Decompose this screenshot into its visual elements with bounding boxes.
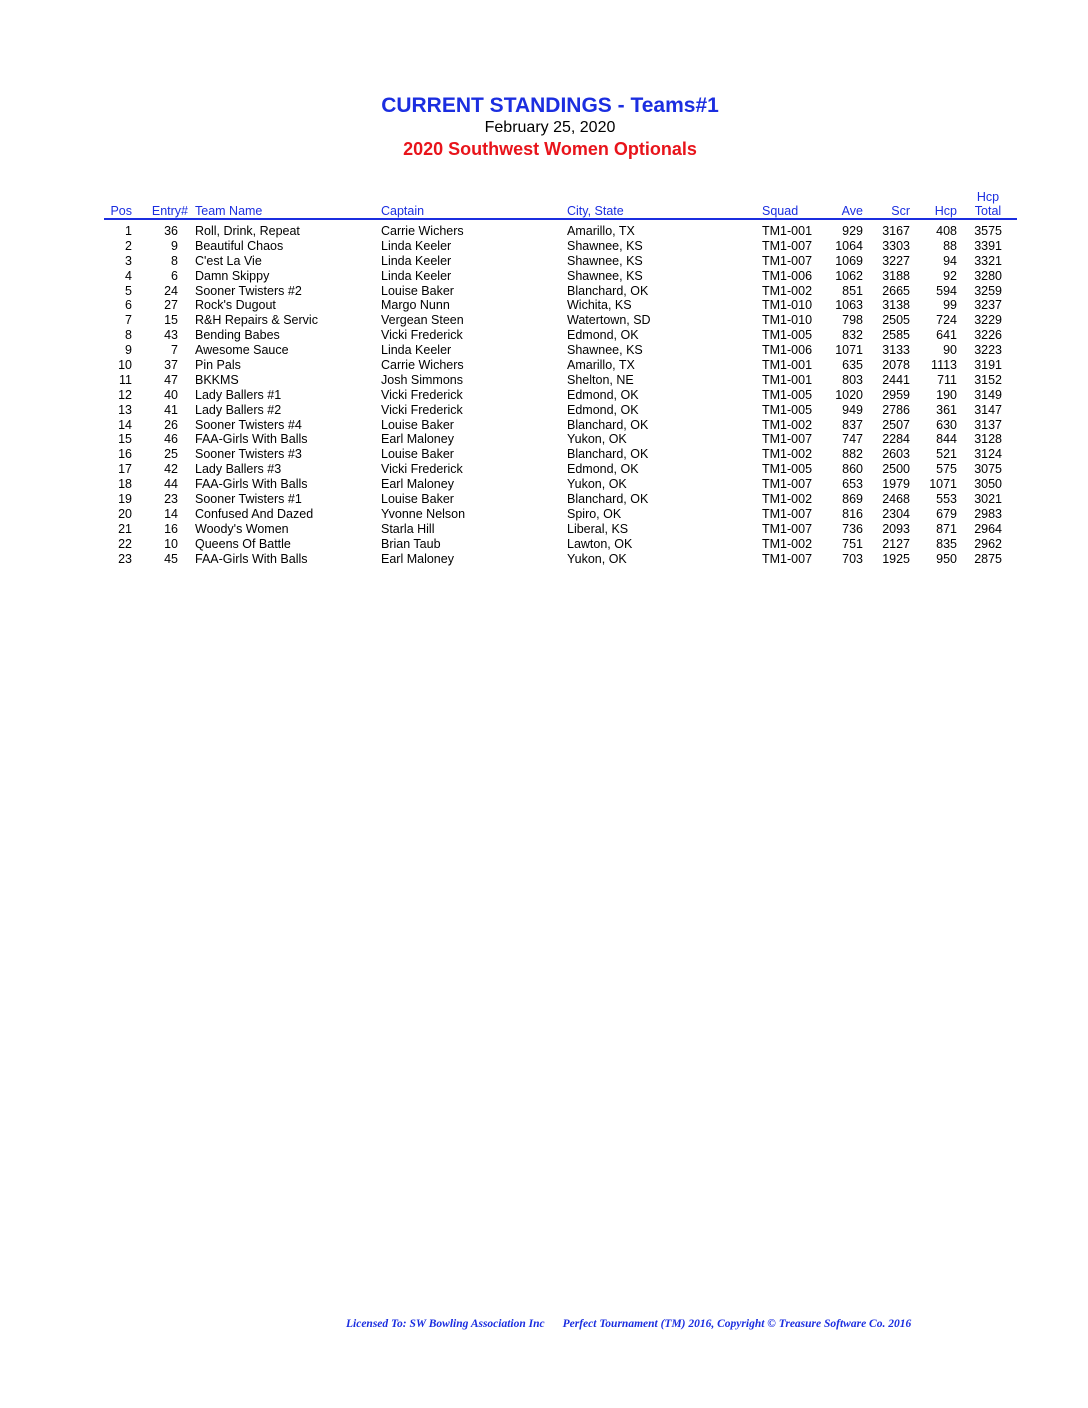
table-row (0, 239, 1088, 254)
cell-hcp: 711 (937, 372, 957, 387)
table-row (0, 358, 1088, 373)
cell-squad: TM1-006 (762, 268, 813, 283)
cell-ave: 1069 (835, 253, 863, 268)
cell-scr: 2603 (882, 447, 910, 462)
cell-pos: 22 (118, 536, 132, 551)
cell-captain: Vicki Frederick (381, 402, 463, 417)
cell-team: Lady Ballers #2 (195, 402, 282, 417)
cell-city: Edmond, OK (567, 328, 639, 343)
col-hcp-total-line1: Hcp (976, 190, 1000, 204)
standings-rows (0, 224, 1088, 566)
cell-team: FAA-Girls With Balls (195, 477, 308, 492)
cell-squad: TM1-007 (762, 521, 813, 536)
cell-team: Damn Skippy (195, 268, 270, 283)
cell-entry: 37 (164, 358, 178, 373)
cell-pos: 15 (118, 432, 132, 447)
cell-entry: 26 (164, 417, 178, 432)
footer-licensed-to: Licensed To: SW Bowling Association Inc (346, 1318, 545, 1330)
cell-team: Sooner Twisters #3 (195, 447, 302, 462)
table-row (0, 254, 1088, 269)
event-name: 2020 Southwest Women Optionals (403, 139, 697, 159)
col-hcp-total-line2: Total (974, 204, 1002, 218)
cell-team: Sooner Twisters #4 (195, 417, 302, 432)
cell-entry: 25 (164, 447, 178, 462)
table-row (0, 388, 1088, 403)
cell-hcp: 835 (936, 536, 957, 551)
cell-hcp: 641 (936, 328, 957, 343)
cell-city: Amarillo, TX (567, 224, 635, 238)
cell-team: Pin Pals (195, 358, 241, 373)
cell-city: Edmond, OK (567, 402, 639, 417)
cell-entry: 9 (171, 238, 178, 253)
cell-hcp: 99 (943, 298, 957, 313)
cell-captain: Louise Baker (381, 492, 454, 507)
cell-captain: Starla Hill (381, 521, 435, 536)
table-row (0, 507, 1088, 522)
table-row (0, 432, 1088, 447)
table-row (0, 552, 1088, 567)
footer-copyright: Perfect Tournament (TM) 2016, Copyright © Treasure Software Co. 2016 (562, 1318, 912, 1330)
cell-hcp-total: 3575 (974, 224, 1002, 238)
cell-hcp-total: 3021 (974, 492, 1002, 507)
cell-hcp: 594 (936, 283, 957, 298)
cell-city: Shawnee, KS (567, 253, 643, 268)
cell-city: Lawton, OK (567, 536, 633, 551)
cell-scr: 3303 (882, 238, 910, 253)
cell-scr: 2441 (882, 372, 910, 387)
table-header (0, 188, 1088, 218)
cell-captain: Vicki Frederick (381, 462, 463, 477)
cell-entry: 45 (164, 551, 178, 566)
table-row (0, 462, 1088, 477)
cell-hcp-total: 3259 (974, 283, 1002, 298)
cell-hcp-total: 3152 (974, 372, 1002, 387)
cell-ave: 929 (842, 224, 863, 238)
cell-captain: Carrie Wichers (381, 224, 464, 238)
cell-hcp: 361 (936, 402, 957, 417)
cell-pos: 3 (125, 253, 132, 268)
cell-entry: 7 (171, 343, 178, 358)
cell-scr: 2127 (882, 536, 910, 551)
cell-pos: 7 (125, 313, 132, 328)
cell-pos: 21 (118, 521, 132, 536)
cell-captain: Linda Keeler (381, 268, 452, 283)
cell-entry: 8 (171, 253, 178, 268)
footer-license (346, 1318, 911, 1330)
cell-city: Spiro, OK (567, 506, 622, 521)
cell-scr: 2500 (882, 462, 910, 477)
cell-ave: 851 (842, 283, 863, 298)
cell-captain: Earl Maloney (381, 432, 454, 447)
cell-squad: TM1-002 (762, 492, 813, 507)
cell-team: FAA-Girls With Balls (195, 432, 308, 447)
cell-team: Awesome Sauce (195, 343, 289, 358)
table-row (0, 373, 1088, 388)
table-row (0, 298, 1088, 313)
table-row (0, 403, 1088, 418)
cell-pos: 4 (125, 268, 132, 283)
cell-scr: 2665 (882, 283, 910, 298)
cell-hcp-total: 3223 (974, 343, 1002, 358)
cell-squad: TM1-007 (762, 477, 813, 492)
table-row (0, 313, 1088, 328)
standings-table (0, 188, 1088, 566)
cell-hcp: 950 (936, 551, 957, 566)
cell-scr: 1979 (882, 477, 910, 492)
cell-hcp-total: 2962 (974, 536, 1002, 551)
cell-entry: 27 (164, 298, 178, 313)
cell-scr: 1925 (882, 551, 910, 566)
cell-captain: Linda Keeler (381, 343, 452, 358)
cell-entry: 42 (164, 462, 178, 477)
cell-pos: 14 (118, 417, 132, 432)
cell-ave: 882 (842, 447, 863, 462)
cell-captain: Josh Simmons (381, 372, 463, 387)
cell-ave: 635 (842, 358, 863, 373)
cell-pos: 8 (125, 328, 132, 343)
cell-squad: TM1-005 (762, 462, 813, 477)
cell-team: Sooner Twisters #1 (195, 492, 302, 507)
cell-hcp-total: 3124 (974, 447, 1002, 462)
cell-squad: TM1-001 (762, 224, 813, 238)
cell-pos: 5 (125, 283, 132, 298)
cell-squad: TM1-002 (762, 283, 813, 298)
cell-captain: Carrie Wichers (381, 358, 464, 373)
cell-pos: 17 (118, 462, 132, 477)
cell-city: Blanchard, OK (567, 447, 649, 462)
cell-team: Sooner Twisters #2 (195, 283, 302, 298)
cell-city: Yukon, OK (567, 432, 627, 447)
table-row (0, 284, 1088, 299)
cell-hcp: 190 (936, 387, 957, 402)
cell-hcp-total: 3391 (974, 238, 1002, 253)
cell-entry: 41 (164, 402, 178, 417)
cell-entry: 24 (164, 283, 178, 298)
cell-hcp: 679 (936, 506, 957, 521)
cell-team: Rock's Dugout (195, 298, 276, 313)
cell-hcp-total: 3226 (974, 328, 1002, 343)
cell-city: Shawnee, KS (567, 343, 643, 358)
report-date: February 25, 2020 (484, 119, 616, 136)
cell-team: Confused And Dazed (195, 506, 314, 521)
cell-squad: TM1-007 (762, 551, 813, 566)
cell-hcp-total: 2964 (974, 521, 1002, 536)
cell-squad: TM1-002 (762, 417, 813, 432)
cell-entry: 6 (171, 268, 178, 283)
cell-hcp: 94 (943, 253, 957, 268)
cell-hcp: 871 (936, 521, 957, 536)
cell-hcp-total: 3050 (974, 477, 1002, 492)
cell-squad: TM1-002 (762, 536, 813, 551)
cell-hcp: 88 (943, 238, 957, 253)
cell-ave: 736 (842, 521, 863, 536)
cell-entry: 14 (164, 506, 178, 521)
cell-ave: 703 (842, 551, 863, 566)
cell-squad: TM1-007 (762, 432, 813, 447)
cell-scr: 2093 (882, 521, 910, 536)
cell-captain: Yvonne Nelson (381, 506, 466, 521)
cell-city: Blanchard, OK (567, 492, 649, 507)
header-divider (104, 218, 1017, 220)
table-row (0, 328, 1088, 343)
cell-hcp-total: 3280 (974, 268, 1002, 283)
cell-scr: 2468 (882, 492, 910, 507)
col-squad: Squad (762, 204, 799, 218)
cell-scr: 3167 (882, 224, 910, 238)
col-hcp: Hcp (934, 204, 957, 218)
cell-pos: 19 (118, 492, 132, 507)
cell-hcp: 553 (936, 492, 957, 507)
col-entry: Entry# (151, 204, 188, 218)
cell-team: Woody's Women (195, 521, 289, 536)
cell-captain: Vicki Frederick (381, 387, 463, 402)
cell-hcp-total: 3147 (974, 402, 1002, 417)
cell-city: Shawnee, KS (567, 238, 643, 253)
cell-hcp-total: 3229 (974, 313, 1002, 328)
cell-hcp: 408 (936, 224, 957, 238)
table-row (0, 269, 1088, 284)
cell-team: Lady Ballers #3 (195, 462, 282, 477)
cell-ave: 1064 (835, 238, 863, 253)
cell-entry: 16 (164, 521, 178, 536)
table-row (0, 447, 1088, 462)
table-row (0, 492, 1088, 507)
cell-pos: 23 (118, 551, 132, 566)
cell-squad: TM1-005 (762, 328, 813, 343)
cell-squad: TM1-001 (762, 372, 813, 387)
cell-ave: 949 (842, 402, 863, 417)
cell-hcp-total: 3137 (974, 417, 1002, 432)
cell-city: Blanchard, OK (567, 283, 649, 298)
cell-team: Beautiful Chaos (195, 238, 284, 253)
cell-hcp: 1113 (931, 358, 957, 373)
cell-captain: Linda Keeler (381, 238, 452, 253)
cell-hcp: 90 (943, 343, 957, 358)
cell-city: Amarillo, TX (567, 358, 635, 373)
cell-scr: 2585 (882, 328, 910, 343)
cell-entry: 36 (164, 224, 178, 238)
cell-ave: 869 (842, 492, 863, 507)
cell-team: Lady Ballers #1 (195, 387, 282, 402)
cell-city: Shawnee, KS (567, 268, 643, 283)
cell-pos: 1 (125, 224, 132, 238)
cell-scr: 2507 (882, 417, 910, 432)
cell-ave: 751 (842, 536, 863, 551)
cell-hcp-total: 3321 (974, 253, 1002, 268)
cell-hcp: 1071 (929, 477, 957, 492)
cell-squad: TM1-010 (762, 298, 813, 313)
cell-pos: 20 (118, 506, 132, 521)
cell-entry: 23 (164, 492, 178, 507)
cell-hcp-total: 3075 (974, 462, 1002, 477)
cell-ave: 798 (842, 313, 863, 328)
cell-city: Blanchard, OK (567, 417, 649, 432)
cell-captain: Earl Maloney (381, 477, 454, 492)
cell-ave: 1020 (835, 387, 863, 402)
cell-hcp: 630 (936, 417, 957, 432)
cell-captain: Vicki Frederick (381, 328, 463, 343)
cell-team: C'est La Vie (195, 253, 262, 268)
cell-team: BKKMS (195, 372, 239, 387)
cell-ave: 832 (842, 328, 863, 343)
col-scr: Scr (891, 204, 910, 218)
cell-ave: 747 (842, 432, 863, 447)
cell-scr: 2284 (882, 432, 910, 447)
cell-entry: 44 (164, 477, 178, 492)
cell-pos: 18 (118, 477, 132, 492)
col-captain: Captain (381, 204, 425, 218)
report-header (0, 94, 1088, 160)
cell-scr: 2786 (882, 402, 910, 417)
cell-squad: TM1-007 (762, 253, 813, 268)
cell-city: Watertown, SD (567, 313, 651, 328)
cell-scr: 2304 (882, 506, 910, 521)
cell-scr: 2959 (882, 387, 910, 402)
cell-city: Edmond, OK (567, 462, 639, 477)
cell-hcp: 575 (936, 462, 957, 477)
col-city: City, State (567, 204, 624, 218)
cell-scr: 3138 (882, 298, 910, 313)
cell-entry: 15 (164, 313, 178, 328)
cell-ave: 1062 (835, 268, 863, 283)
cell-pos: 10 (118, 358, 132, 373)
cell-hcp: 844 (936, 432, 957, 447)
cell-hcp-total: 3191 (974, 358, 1002, 373)
cell-squad: TM1-007 (762, 238, 813, 253)
cell-hcp: 92 (943, 268, 957, 283)
cell-team: Roll, Drink, Repeat (195, 224, 300, 238)
cell-squad: TM1-007 (762, 506, 813, 521)
cell-ave: 816 (842, 506, 863, 521)
col-ave: Ave (841, 204, 863, 218)
cell-entry: 47 (164, 372, 178, 387)
cell-squad: TM1-006 (762, 343, 813, 358)
cell-ave: 653 (842, 477, 863, 492)
cell-ave: 860 (842, 462, 863, 477)
cell-ave: 1071 (835, 343, 863, 358)
cell-city: Yukon, OK (567, 551, 627, 566)
cell-hcp-total: 3128 (974, 432, 1002, 447)
cell-team: Bending Babes (195, 328, 280, 343)
cell-city: Yukon, OK (567, 477, 627, 492)
table-row (0, 418, 1088, 433)
cell-team: Queens Of Battle (195, 536, 291, 551)
cell-hcp-total: 3237 (974, 298, 1002, 313)
cell-captain: Louise Baker (381, 447, 454, 462)
cell-captain: Louise Baker (381, 283, 454, 298)
report-title: CURRENT STANDINGS - Teams#1 (381, 94, 719, 117)
table-row (0, 477, 1088, 492)
cell-scr: 3188 (882, 268, 910, 283)
cell-captain: Margo Nunn (381, 298, 450, 313)
table-row (0, 537, 1088, 552)
cell-pos: 2 (125, 238, 132, 253)
cell-pos: 9 (125, 343, 132, 358)
cell-squad: TM1-001 (762, 358, 813, 373)
cell-hcp-total: 2983 (974, 506, 1002, 521)
table-row (0, 522, 1088, 537)
cell-entry: 43 (164, 328, 178, 343)
cell-hcp-total: 3149 (974, 387, 1002, 402)
cell-hcp: 521 (936, 447, 957, 462)
cell-hcp: 724 (936, 313, 957, 328)
cell-squad: TM1-005 (762, 402, 813, 417)
cell-captain: Earl Maloney (381, 551, 454, 566)
cell-scr: 3227 (882, 253, 910, 268)
cell-scr: 3133 (882, 343, 910, 358)
cell-pos: 6 (125, 298, 132, 313)
cell-team: FAA-Girls With Balls (195, 551, 308, 566)
cell-captain: Linda Keeler (381, 253, 452, 268)
table-row (0, 224, 1088, 239)
col-pos: Pos (110, 204, 132, 218)
cell-squad: TM1-002 (762, 447, 813, 462)
cell-squad: TM1-010 (762, 313, 813, 328)
cell-entry: 46 (164, 432, 178, 447)
cell-pos: 13 (118, 402, 132, 417)
cell-entry: 40 (164, 387, 178, 402)
cell-squad: TM1-005 (762, 387, 813, 402)
cell-team: R&H Repairs & Servic (195, 313, 318, 328)
cell-captain: Vergean Steen (381, 313, 464, 328)
cell-captain: Brian Taub (381, 536, 441, 551)
cell-city: Liberal, KS (567, 521, 629, 536)
cell-scr: 2505 (882, 313, 910, 328)
cell-ave: 1063 (835, 298, 863, 313)
cell-city: Wichita, KS (567, 298, 632, 313)
table-row (0, 343, 1088, 358)
cell-city: Shelton, NE (567, 372, 634, 387)
cell-pos: 16 (118, 447, 132, 462)
cell-hcp-total: 2875 (974, 551, 1002, 566)
cell-city: Edmond, OK (567, 387, 639, 402)
cell-entry: 10 (164, 536, 178, 551)
cell-pos: 12 (118, 387, 132, 402)
cell-ave: 837 (842, 417, 863, 432)
cell-pos: 11 (119, 372, 132, 387)
cell-ave: 803 (842, 372, 863, 387)
cell-scr: 2078 (882, 358, 910, 373)
cell-captain: Louise Baker (381, 417, 454, 432)
col-team: Team Name (195, 204, 263, 218)
